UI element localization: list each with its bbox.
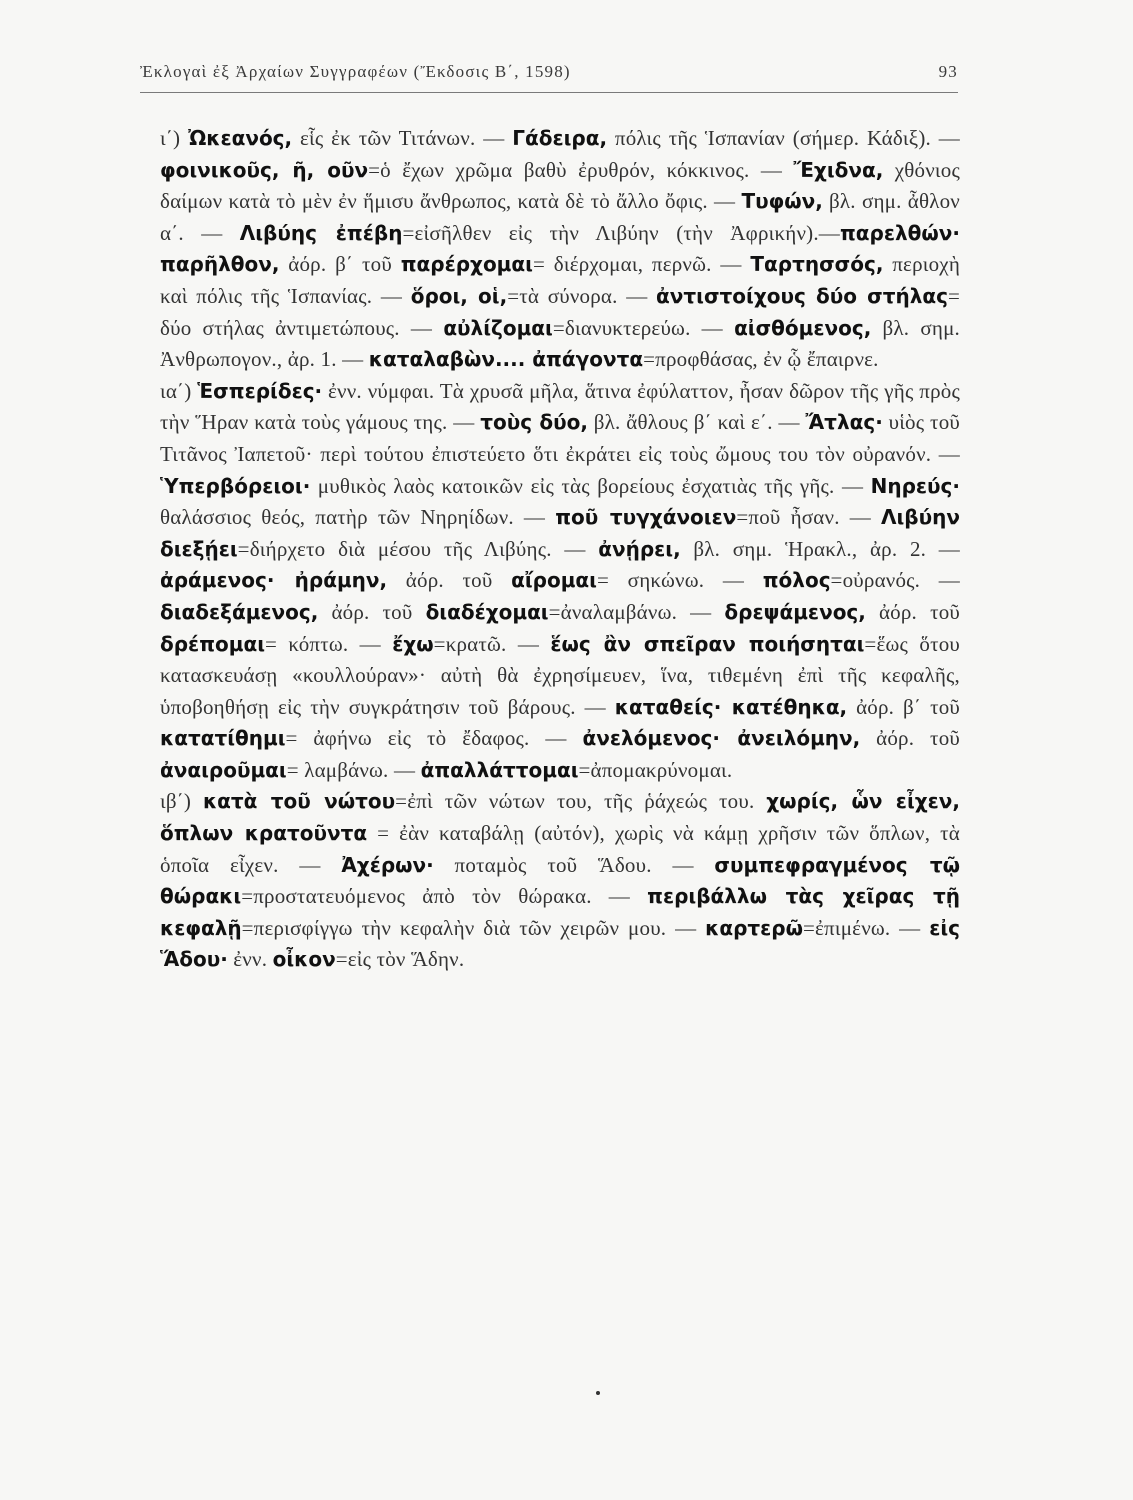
- lemma: δρεψάμενος,: [724, 599, 866, 624]
- note-paragraph: [160, 376, 960, 787]
- lemma: Τυφών,: [741, 189, 823, 214]
- lemma: Ἀχέρων·: [341, 852, 434, 877]
- gloss: χθόνιος δαίμων κατὰ τὸ μὲν ἐν ἥμισυ ἄνθρωπος, κατὰ δὲ τὸ ἄλλο ὄφις. —: [160, 157, 960, 214]
- gloss: =προστατευόμενος ἀπὸ τὸν θώρακα. —: [241, 884, 648, 909]
- page-number: 93: [938, 62, 958, 81]
- gloss: βλ. σημ. Ἀνθρωπογον., ἀρ. 1. —: [160, 315, 960, 372]
- lemma: καρτερῶ: [705, 915, 803, 940]
- gloss: ιβ΄): [160, 789, 203, 814]
- gloss: =εἰς τὸν Ἅδην.: [335, 947, 465, 972]
- gloss: =περισφίγγω τὴν κεφαλὴν διὰ τῶν χειρῶν μου. —: [241, 915, 706, 940]
- gloss: =ἀναλαμβάνω. —: [548, 599, 725, 624]
- note-paragraph: [160, 786, 960, 976]
- lemma: κατατίθημι: [160, 726, 286, 751]
- gloss: μυθικὸς λαὸς κατοικῶν εἰς τὰς βορείους ἐσχατιὰς τῆς γῆς. —: [310, 473, 871, 498]
- lemma: δρέπομαι: [160, 631, 265, 656]
- lemma: αὐλίζομαι: [443, 315, 553, 340]
- lemma: Λιβύης ἐπέβη: [239, 220, 403, 245]
- gloss: ποταμὸς τοῦ Ἅδου. —: [433, 852, 715, 877]
- lemma: κατὰ τοῦ νώτου: [202, 789, 396, 814]
- running-head: [140, 62, 958, 82]
- gloss: ι΄): [160, 126, 189, 150]
- gloss: = κόπτω. —: [265, 631, 393, 656]
- lemma: καταλαβὼν.... ἀπάγοντα: [368, 347, 644, 372]
- lemma: Ὠκεανός,: [188, 126, 293, 150]
- lemma: διαδέχομαι: [425, 599, 549, 624]
- gloss: ἀόρ. τοῦ: [860, 726, 960, 751]
- gloss: =διανυκτερεύω. —: [552, 315, 735, 340]
- lemma: Ἑσπερίδες·: [197, 378, 323, 403]
- header-rule: [140, 92, 958, 93]
- lemma: διαδεξάμενος,: [160, 599, 319, 624]
- gloss: βλ. σημ. Ἡρακλ., ἀρ. 2. —: [680, 536, 961, 561]
- gloss: ἀόρ. β΄ τοῦ: [279, 252, 401, 277]
- lemma: Ὑπερβόρειοι·: [160, 473, 311, 498]
- gloss: ἐνν.: [227, 947, 273, 972]
- lemma: Γάδειρα,: [512, 126, 608, 150]
- gloss: = σηκώνω. —: [596, 568, 763, 593]
- gloss: ἀόρ. τοῦ: [387, 568, 512, 593]
- lemma: χωρίς, ὧν εἶχεν, ὅπλων κρατοῦντα: [160, 789, 960, 846]
- lemma: Νηρεύς·: [870, 473, 960, 498]
- gloss: = διέρχομαι, περνῶ. —: [532, 252, 751, 277]
- gloss: υἱὸς τοῦ Τιτᾶνος Ἰαπετοῦ· περὶ τούτου ἐπιστεύετο ὅτι ἐκράτει εἰς τοὺς ὤμους του τὸν οὐρανόν. —: [160, 410, 960, 466]
- lemma: παρέρχομαι: [400, 252, 533, 277]
- lemma: ἀνελόμενος· ἀνειλόμην,: [582, 726, 861, 751]
- lemma: καταθείς· κατέθηκα,: [614, 694, 848, 719]
- lemma: ἕως ἂν σπεῖραν ποιήσηται: [550, 631, 865, 656]
- lemma: τοὺς δύο,: [480, 410, 588, 435]
- gloss: ἀόρ. τοῦ: [865, 599, 961, 624]
- gloss: ἀόρ. τοῦ: [318, 599, 426, 624]
- gloss: =ἕως ὅτου κατασκευάσῃ «κουλλούραν»· αὐτὴ θὰ ἐχρησίμευεν, ἵνα, τιθεμένη ἐπὶ τῆς κεφαλῆς, ὑποβοηθήσῃ εἰς τὴν συγκράτησιν τοῦ βάρους. —: [160, 631, 961, 719]
- lemma: φοινικοῦς, ῆ, οῦν: [160, 157, 369, 182]
- note-paragraph: [160, 123, 960, 376]
- lemma: ἀπαλλάττομαι: [420, 757, 579, 782]
- gloss: εἷς ἐκ τῶν Τιτάνων. —: [292, 126, 513, 150]
- lemma: αἴρομαι: [511, 568, 597, 593]
- gloss: θαλάσσιος θεός, πατὴρ τῶν Νηρηίδων. —: [160, 505, 556, 530]
- gloss: = δύο στήλας ἀντιμετώπους. —: [160, 283, 961, 340]
- gloss: ἀόρ. β΄ τοῦ: [847, 694, 961, 719]
- lemma: αἰσθόμενος,: [734, 315, 872, 340]
- gloss: =ἀπομακρύνομαι.: [578, 757, 733, 782]
- lemma: ἀντιστοίχους δύο στήλας: [656, 283, 948, 308]
- lemma: Ἔχιδνα,: [793, 157, 884, 182]
- lemma: Λιβύην διεξῄει: [160, 505, 960, 561]
- lemma: ἀνῄρει,: [598, 536, 681, 561]
- lemma: ἀναιροῦμαι: [160, 757, 287, 782]
- lemma: ὅροι, οἱ,: [410, 283, 508, 308]
- gloss: =ποῦ ἦσαν. —: [736, 505, 882, 530]
- gloss: βλ. ἄθλους β΄ καὶ ε΄. —: [587, 410, 806, 435]
- lemma: Ἄτλας·: [805, 410, 883, 435]
- end-mark: [596, 1391, 600, 1395]
- gloss: περιοχὴ καὶ πόλις τῆς Ἱσπανίας. —: [160, 252, 961, 308]
- gloss: ια΄): [160, 378, 198, 403]
- lemma: ποῦ τυγχάνοιεν: [555, 505, 737, 530]
- gloss: = λαμβάνω. —: [286, 757, 421, 782]
- lemma: Ταρτησσός,: [750, 252, 884, 277]
- gloss: =ἐπιμένω. —: [803, 915, 930, 940]
- gloss: =ὁ ἔχων χρῶμα βαθὺ ἐρυθρόν, κόκκινος. —: [368, 157, 794, 182]
- gloss: =τὰ σύνορα. —: [507, 283, 657, 308]
- gloss: =προφθάσας, ἐν ᾧ ἔπαιρνε.: [643, 347, 879, 372]
- lemma: περιβάλλω τὰς χεῖρας τῇ κεφαλῇ: [160, 884, 960, 940]
- gloss: =διήρχετο διὰ μέσου τῆς Λιβύης. —: [237, 536, 599, 561]
- commentary-notes: [160, 123, 960, 976]
- lemma: ἔχω: [392, 631, 434, 656]
- gloss: =εἰσῆλθεν εἰς τὴν Λιβύην (τὴν Ἀφρικήν).—: [402, 220, 840, 245]
- running-head-title: Ἐκλογαὶ ἐξ Ἀρχαίων Συγγραφέων (Ἔκδοσις Β΄, 1598): [140, 62, 571, 81]
- gloss: πόλις τῆς Ἱσπανίαν (σήμερ. Κάδιξ). —: [607, 126, 961, 150]
- lemma: εἰς Ἅδου·: [160, 915, 960, 972]
- gloss: =κρατῶ. —: [433, 631, 551, 656]
- lemma: παρελθών· παρῆλθον,: [160, 220, 960, 277]
- gloss: =ἐπὶ τῶν νώτων του, τῆς ῥάχεώς του.: [395, 789, 767, 814]
- lemma: πόλος: [762, 568, 831, 593]
- lemma: οἶκον: [272, 947, 336, 972]
- gloss: = ἀφήνω εἰς τὸ ἔδαφος. —: [285, 726, 583, 751]
- gloss: =οὐρανός. —: [830, 568, 961, 593]
- gloss: βλ. σημ. ἆθλον α΄. —: [160, 189, 960, 245]
- gloss: ἐνν. νύμφαι. Τὰ χρυσᾶ μῆλα, ἅτινα ἐφύλαττον, ἦσαν δῶρον τῆς γῆς πρὸς τὴν Ἥραν κατὰ τοὺς γάμους της. —: [160, 378, 961, 435]
- gloss: = ἐὰν καταβάλῃ (αὐτόν), χωρὶς νὰ κάμῃ χρῆσιν τῶν ὅπλων, τὰ ὁποῖα εἶχεν. —: [160, 821, 960, 877]
- lemma: συμπεφραγμένος τῷ θώρακι: [160, 852, 960, 909]
- lemma: ἀράμενος· ἠράμην,: [160, 568, 388, 593]
